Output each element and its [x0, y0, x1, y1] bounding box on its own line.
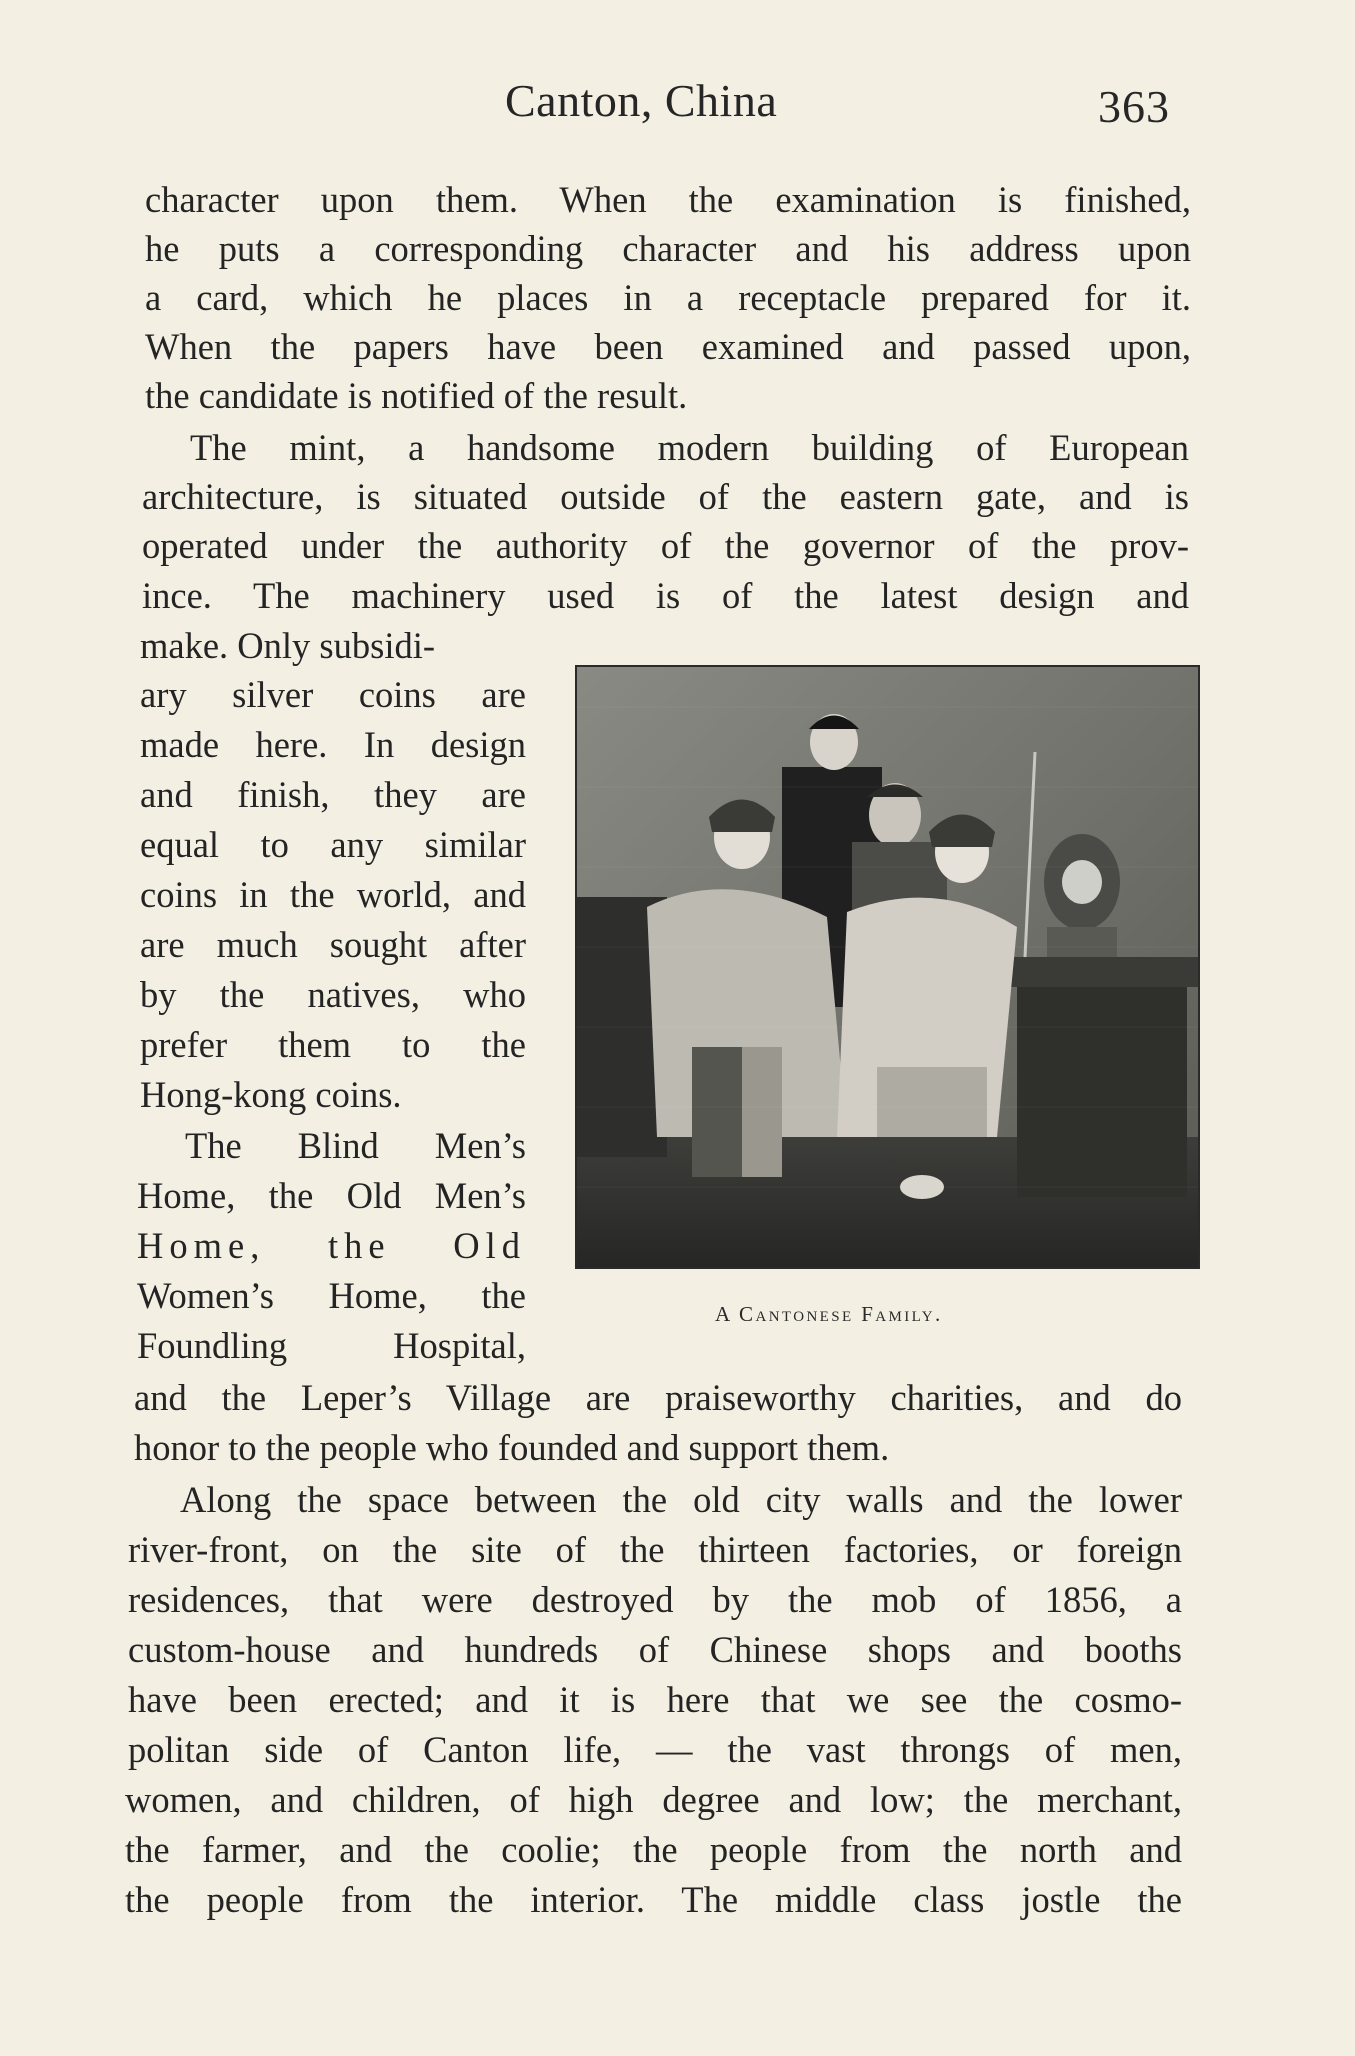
- text-line: coins in the world, and: [140, 874, 526, 915]
- family-photograph-image: [577, 667, 1198, 1267]
- page-header: [0, 74, 1355, 134]
- text-line: Women’s Home, the: [137, 1275, 526, 1316]
- text-line: by the natives, who: [140, 974, 526, 1015]
- text-line: are much sought after: [140, 924, 526, 965]
- text-line: made here. In design: [140, 724, 526, 765]
- text-line: he puts a corresponding character and his address upon: [145, 228, 1191, 269]
- text-line: When the papers have been examined and passed upon,: [145, 326, 1191, 367]
- family-photograph: [575, 665, 1200, 1269]
- text-line: the candidate is notified of the result.: [145, 375, 688, 416]
- page-number: 363: [1098, 81, 1170, 132]
- text-line: character upon them. When the examination is finished,: [145, 179, 1191, 220]
- text-line: and the Leper’s Village are praiseworthy charities, and do: [134, 1377, 1182, 1418]
- text-line: have been erected; and it is here that we see the cosmo-: [128, 1679, 1182, 1720]
- text-line: Home, the Old Men’s: [137, 1175, 526, 1216]
- text-line: a card, which he places in a receptacle prepared for it.: [145, 277, 1191, 318]
- figure-caption: A Cantonese Family.: [715, 1302, 943, 1326]
- text-line: ary silver coins are: [140, 674, 526, 715]
- running-title: Canton, China: [505, 75, 778, 126]
- text-line: equal to any similar: [140, 824, 526, 865]
- text-line: honor to the people who founded and support them.: [134, 1427, 890, 1468]
- text-line: the farmer, and the coolie; the people from the north and: [125, 1829, 1182, 1870]
- text-line: The Blind Men’s: [185, 1125, 526, 1166]
- text-line: prefer them to the: [140, 1024, 526, 1065]
- text-line: Hong-kong coins.: [140, 1074, 402, 1115]
- text-line: Along the space between the old city walls and the lower: [180, 1479, 1182, 1520]
- text-line: The mint, a handsome modern building of European: [190, 427, 1189, 468]
- text-line: make. Only subsidi-: [140, 625, 436, 666]
- text-line: operated under the authority of the governor of the prov-: [142, 525, 1189, 566]
- text-line: politan side of Canton life, — the vast throngs of men,: [128, 1729, 1182, 1770]
- text-line: ince. The machinery used is of the latest design and: [142, 575, 1189, 616]
- text-line: residences, that were destroyed by the mob of 1856, a: [128, 1579, 1182, 1620]
- text-line: and finish, they are: [140, 774, 526, 815]
- text-line: architecture, is situated outside of the eastern gate, and is: [142, 476, 1189, 517]
- text-line: the people from the interior. The middle class jostle the: [125, 1879, 1182, 1920]
- text-line: Foundling Hospital,: [137, 1325, 526, 1366]
- text-line: custom-house and hundreds of Chinese shops and booths: [128, 1629, 1182, 1670]
- text-line: Home, the Old: [137, 1225, 526, 1266]
- text-line: women, and children, of high degree and low; the merchant,: [125, 1779, 1182, 1820]
- text-line: river-front, on the site of the thirteen factories, or foreign: [128, 1529, 1182, 1570]
